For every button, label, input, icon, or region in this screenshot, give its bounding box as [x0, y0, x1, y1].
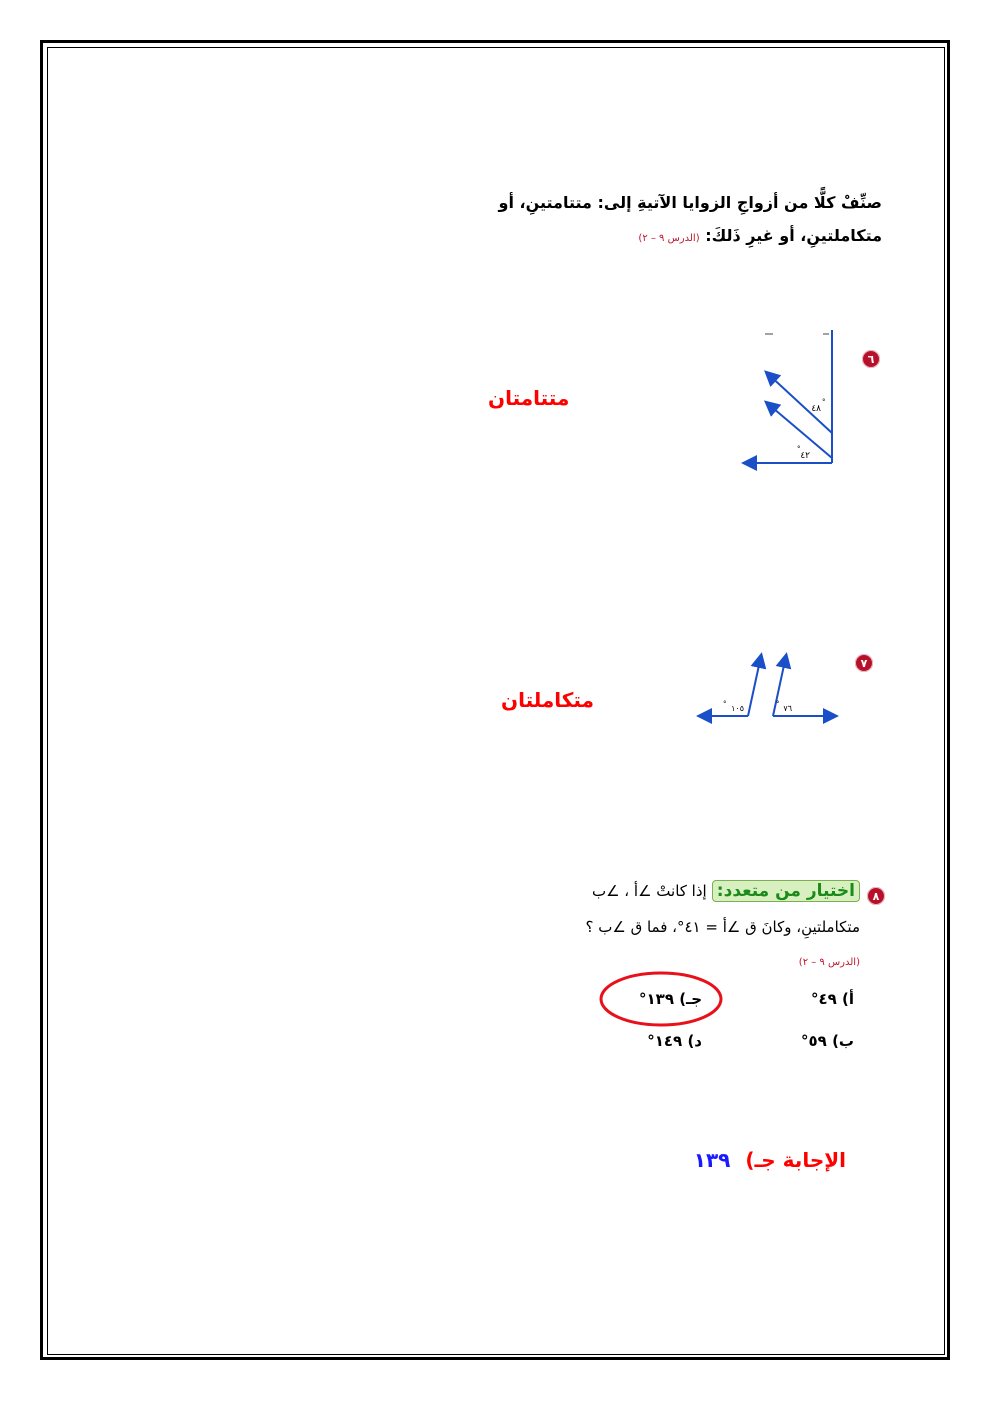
question-7-number: ٧	[855, 654, 873, 672]
selected-answer-circle	[598, 970, 724, 1030]
instruction-text: متكاملتينِ، أو غيرِ ذَلكَ:	[705, 226, 882, 245]
degree-mark: °	[776, 700, 780, 708]
degree-mark: °	[723, 700, 727, 708]
question-7-answer: متكاملتان	[501, 688, 594, 712]
multiple-choice-badge: اختيار من متعدد:	[712, 880, 860, 902]
instruction-line-1: صنِّفْ كلًّا من أزواجِ الزوايا الآتيةِ إلى: متتامتينِ، أو	[498, 193, 882, 212]
angle-105-label: ١٠٥	[731, 704, 744, 713]
angle-42-label: ٤٢	[800, 451, 810, 461]
final-answer	[694, 1148, 846, 1172]
final-answer-value: ١٣٩	[693, 1148, 731, 1172]
question-8-lesson-reference: (الدرس ٩ – ٢)	[798, 957, 860, 968]
angle-76-label: ٧٦	[783, 704, 792, 713]
degree-mark: °	[822, 398, 826, 406]
degree-mark: °	[797, 445, 801, 453]
question-7-diagram	[692, 648, 842, 728]
instruction-line-2	[638, 226, 882, 245]
question-8-line-1	[592, 880, 860, 902]
question-6-diagram	[735, 325, 845, 475]
question-8-number: ٨	[867, 887, 885, 905]
question-8-text-1: إذا كانتْ ∠أ ، ∠ب	[591, 882, 707, 900]
option-a[interactable]: أ) ٤٩°	[810, 990, 854, 1008]
question-8-text-2: متكاملتينِ، وكانَ ق ∠أ = ٤١°، فما ق ∠ب ؟	[585, 918, 860, 936]
option-c[interactable]: جـ) ١٣٩°	[639, 990, 702, 1008]
question-6-number: ٦	[862, 350, 880, 368]
final-answer-label: الإجابة جـ)	[745, 1148, 846, 1172]
question-6-answer: متتامتان	[488, 386, 570, 410]
option-d[interactable]: د) ١٤٩°	[647, 1032, 702, 1050]
option-b[interactable]: ب) ٥٩°	[801, 1032, 854, 1050]
lesson-reference: (الدرس ٩ – ٢)	[638, 233, 700, 244]
angle-48-label: ٤٨	[811, 404, 821, 414]
